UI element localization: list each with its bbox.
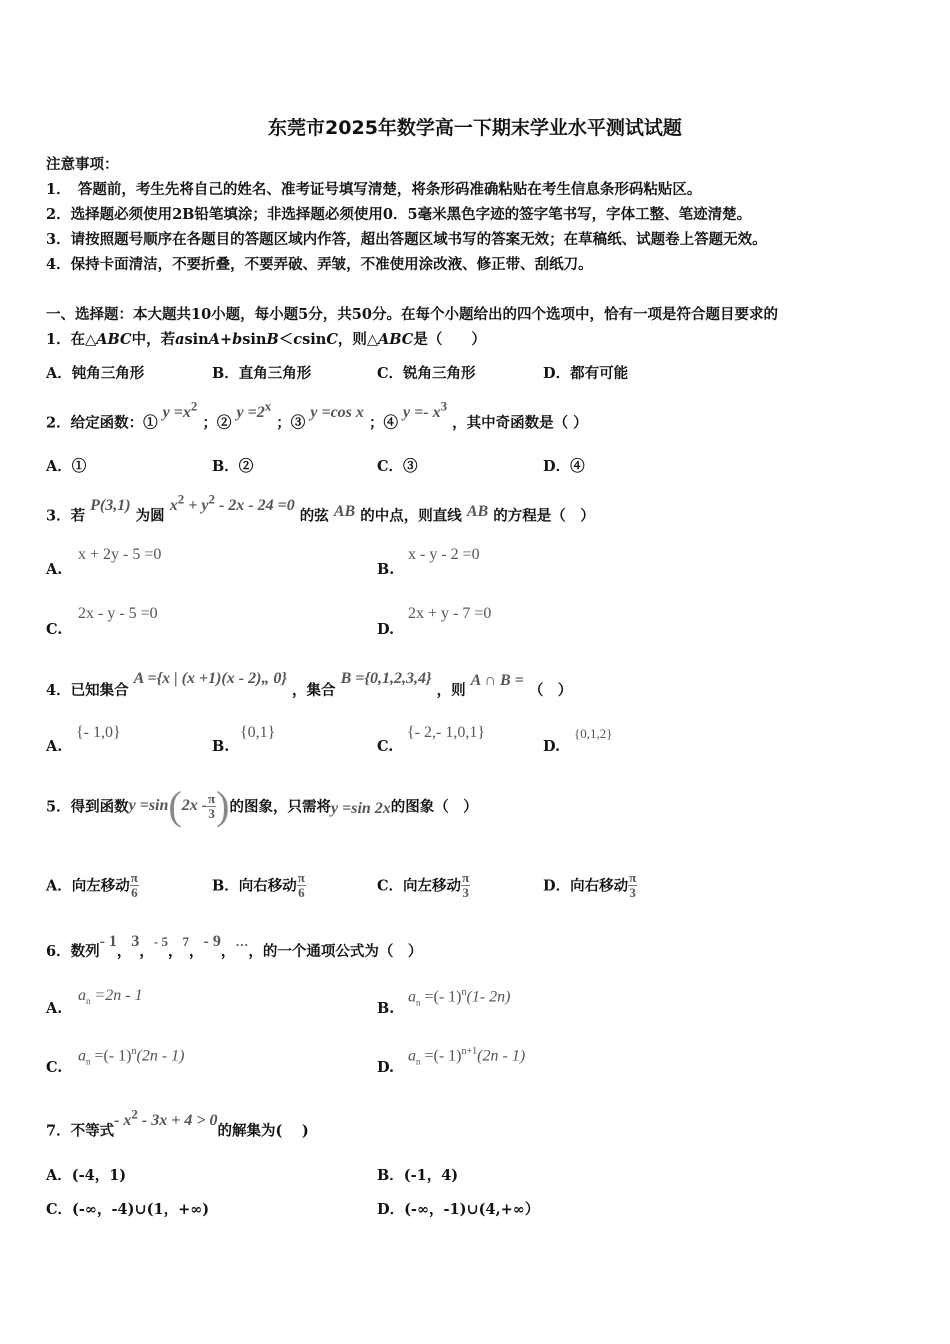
option-a-equation: x + 2y - 5 =0 [78,546,162,563]
notice-heading: 注意事项： [46,156,119,173]
question-6-stem: 6．数列- 1，3，- 5，7，- 9，…，的一个通项公式为（ ） [46,933,423,960]
option-b: B．向右移动 $\frac{\pi}{6}$ [212,870,305,900]
notice-item: 4．保持卡面清洁，不要折叠，不要弄破、弄皱，不准使用涂改液、修正带、刮纸刀。 [46,256,593,273]
option-a-label: A. [46,561,63,578]
option-c-label: C. [377,738,394,755]
option-c: C．锐角三角形 [377,365,476,382]
option-d-label: D. [377,1059,395,1076]
option-d: D．向右移动 $\frac{\pi}{3}$ [543,870,637,900]
option-b-equation: x - y - 2 =0 [408,546,480,563]
option-c: C．③ [377,458,418,475]
option-b-label: B. [212,738,230,755]
option-b: B．② [212,458,254,475]
section-heading: 一、选择题：本大题共10小题，每小题5分，共50分。在每个小题给出的四个选项中，恰有一项是符合题目要求的 [46,306,778,323]
notice-item: 3．请按照题号顺序在各题目的答题区域内作答，超出答题区域书写的答案无效；在草稿纸、试题卷上答题无效。 [46,231,767,248]
notice-item: 1． 答题前，考生先将自己的姓名、准考证号填写清楚，将条形码准确粘贴在考生信息条形码粘贴区。 [46,181,702,198]
option-b-formula: $a_n$ =(- 1)$^n$(1- 2n) [408,987,511,1008]
option-b-set: {0,1} [240,724,276,741]
option-d-label: D. [543,738,561,755]
option-d-label: D. [377,621,395,638]
option-c-label: C. [46,1059,63,1076]
option-d-formula: $a_n$ =(- 1)$^{n+1}$(2n - 1) [408,1046,526,1067]
option-a: A．向左移动 $\frac{\pi}{6}$ [46,870,138,900]
option-a-formula: $a_n =2n - 1$ [78,987,143,1007]
question-7-stem: 7．不等式- $x^2 - 3x + 4 > 0$的解集为( ) [46,1107,309,1140]
option-b: B．(-1，4) [377,1167,459,1184]
question-5-stem: 5．得到函数y =sin(2x - $\frac{\pi}{3}$ )的图象，只需将y =sin 2x的图象（ ） [46,783,478,828]
option-c-equation: 2x - y - 5 =0 [78,605,158,622]
option-c-label: C. [46,621,63,638]
option-b: B．直角三角形 [212,365,312,382]
question-2-stem: 2．给定函数：① $y =x^2$ ；② $y =2^x$ ；③ y =cos x ；④ $y =- x^3$ ，其中奇函数是（ ） [46,399,588,432]
option-a: A．(-4，1) [46,1167,127,1184]
option-c-formula: $a_n$ =(- 1)$^n$(2n - 1) [78,1046,185,1067]
question-3-stem: 3．若 P(3,1) 为圆 $x^2 + y^2 - 2x - 24 =0$ 的弦 AB 的中点，则直线 AB 的方程是（ ） [46,492,595,525]
option-d-equation: 2x + y - 7 =0 [408,605,492,622]
option-a-label: A. [46,1000,63,1017]
option-c-set: {- 2,- 1,0,1} [407,724,486,741]
option-a: A．钝角三角形 [46,365,145,382]
option-d: D．(-∞，-1)∪(4,+∞） [377,1201,540,1218]
option-b-label: B. [377,1000,395,1017]
option-a-set: {- 1,0} [76,724,121,741]
page-title: 东莞市2025年数学高一下期末学业水平测试试题 [268,117,682,139]
question-4-stem: 4．已知集合 A ={x | (x +1)(x - 2)„ 0} ，集合 B ={0,1,2,3,4} ，则 A ∩ B = （ ） [46,670,573,699]
option-c: C．(-∞，-4)∪(1，+∞) [46,1201,210,1218]
option-a-label: A. [46,738,63,755]
option-d: D．都有可能 [543,365,629,382]
question-1-stem: 1．在△ABC中，若asinA+bsinB＜csinC，则△ABC是（ ） [46,331,486,348]
option-a: A．① [46,458,87,475]
option-b-label: B. [377,561,395,578]
notice-item: 2．选择题必须使用2B铅笔填涂；非选择题必须使用0．5毫米黑色字迹的签字笔书写，字体工整、笔迹清楚。 [46,206,752,223]
option-c: C．向左移动 $\frac{\pi}{3}$ [377,870,470,900]
option-d-set: {0,1,2} [574,726,613,741]
option-d: D．④ [543,458,585,475]
